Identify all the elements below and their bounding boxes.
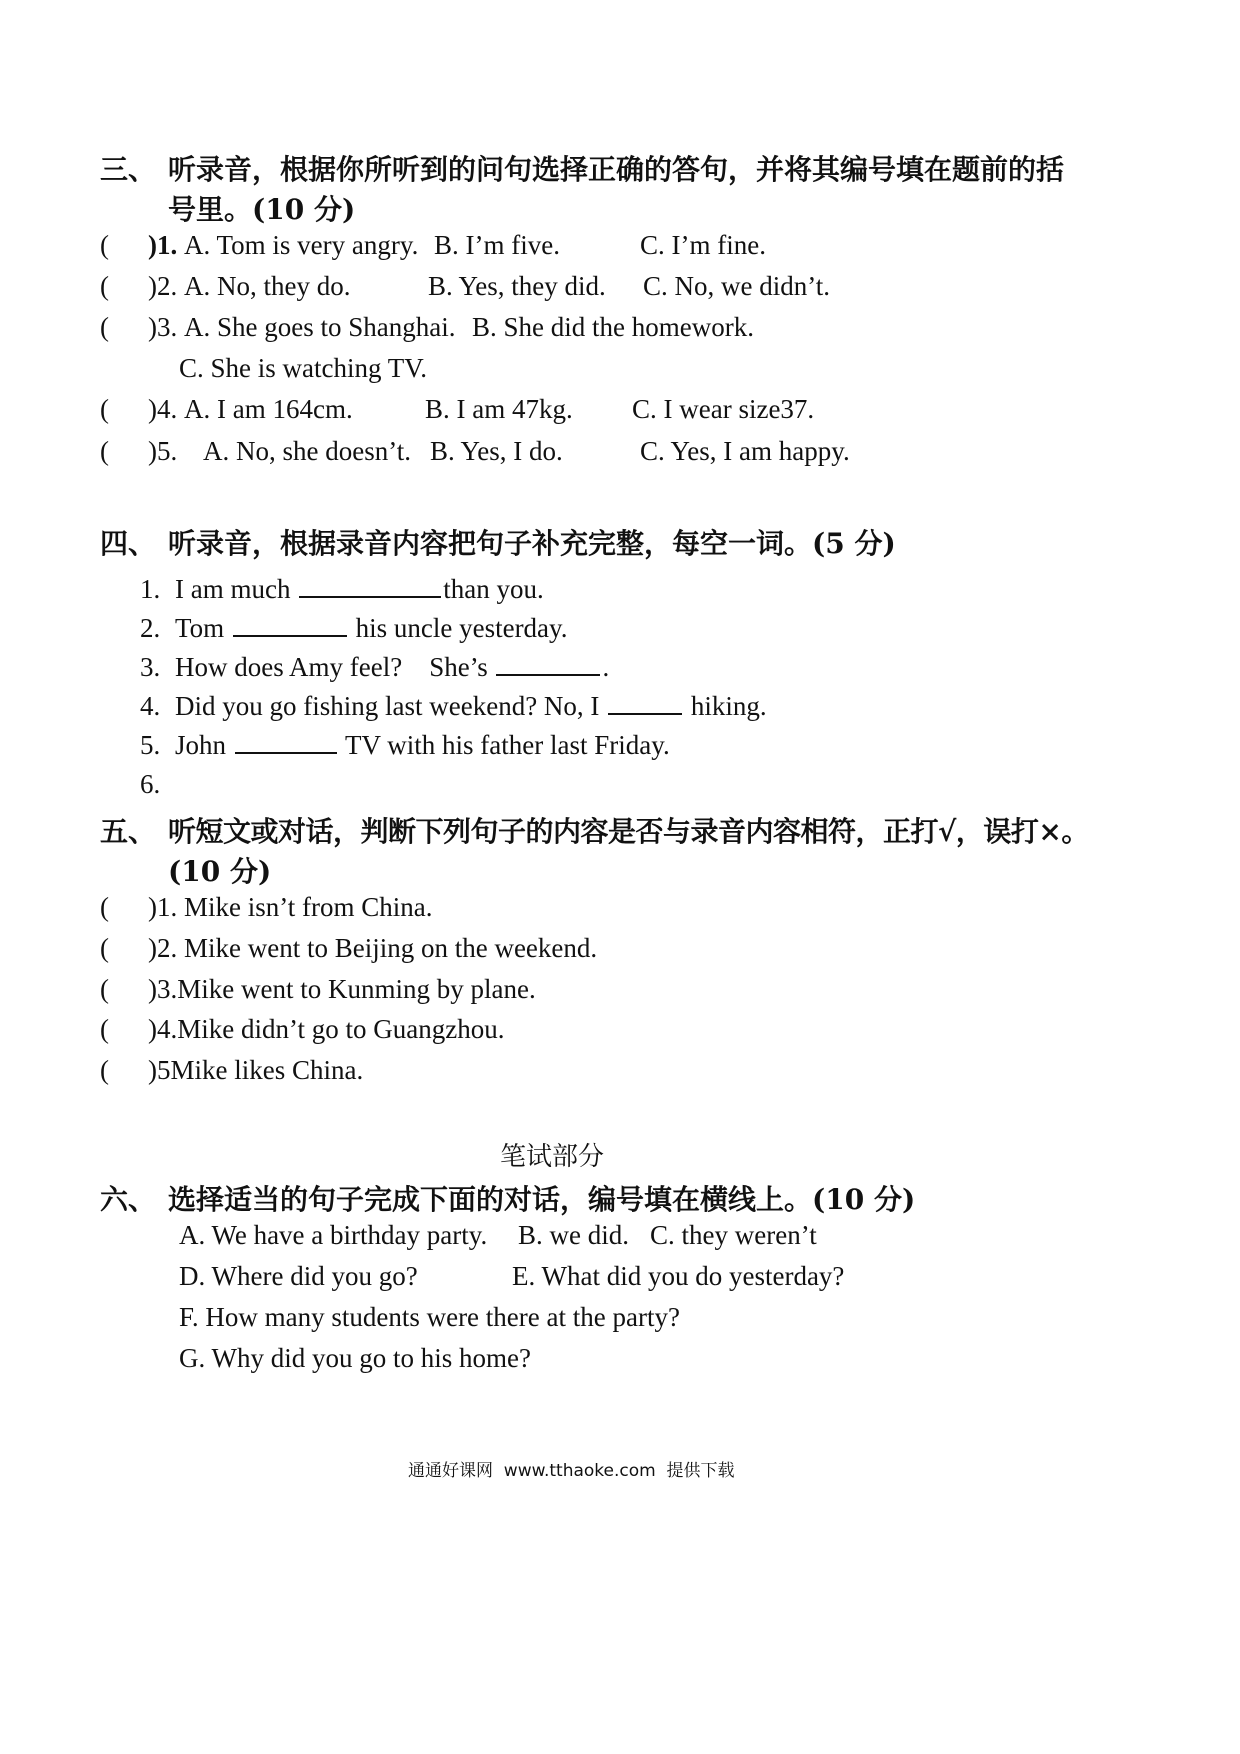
statement: )1. Mike isn’t from China. xyxy=(148,892,433,922)
section-5-instruction: 听短文或对话，判断下列句子的内容是否与录音内容相符，正打√，误打×。 xyxy=(168,815,1089,848)
sentence-start: I am much xyxy=(175,574,291,604)
option-c: C. She is watching TV. xyxy=(179,353,428,383)
option-b: B. we did. xyxy=(518,1220,629,1250)
list-item xyxy=(140,613,568,644)
item-number: 5. xyxy=(140,730,161,760)
option-a: A. No, they do. xyxy=(184,271,351,301)
list-item xyxy=(140,769,160,800)
list-item xyxy=(140,574,544,605)
section-5-instruction-cont: (10 分) xyxy=(168,855,272,888)
option-e: E. What did you do yesterday? xyxy=(512,1261,845,1291)
answer-bracket[interactable]: ( xyxy=(100,436,109,466)
statement: )3.Mike went to Kunming by plane. xyxy=(148,974,536,1004)
section-3-number: 三、 xyxy=(100,153,157,186)
section-3-instruction: 听录音，根据你所听到的问句选择正确的答句，并将其编号填在题前的括 xyxy=(168,153,1065,186)
sentence-start: Tom xyxy=(175,613,225,643)
fill-blank[interactable] xyxy=(233,635,347,637)
written-part-title: 笔试部分 xyxy=(500,1142,605,1172)
statement: )2. Mike went to Beijing on the weekend. xyxy=(148,933,598,963)
list-item xyxy=(140,730,670,761)
option-b: B. I am 47kg. xyxy=(425,394,573,424)
answer-bracket[interactable]: ( xyxy=(100,312,109,342)
item-number: 3. xyxy=(140,652,161,682)
list-item xyxy=(140,652,609,683)
option-a: A. Tom is very angry. xyxy=(184,230,419,260)
question-number: )1. xyxy=(148,230,178,260)
answer-bracket[interactable]: ( xyxy=(100,1014,109,1044)
sentence-start: How does Amy feel? She’s xyxy=(175,652,488,682)
option-c: C. they weren’t xyxy=(650,1220,817,1250)
section-6-instruction: 选择适当的句子完成下面的对话，编号填在横线上。(10 分) xyxy=(168,1183,916,1216)
sentence-end: hiking. xyxy=(690,691,767,721)
section-6-number: 六、 xyxy=(100,1183,157,1216)
option-c: C. I wear size37. xyxy=(632,394,815,424)
option-a: A. I am 164cm. xyxy=(184,394,353,424)
fill-blank[interactable] xyxy=(235,752,337,754)
statement: )4.Mike didn’t go to Guangzhou. xyxy=(148,1014,505,1044)
option-a: A. We have a birthday party. xyxy=(179,1220,488,1250)
sentence-end: than you. xyxy=(443,574,544,604)
option-a: A. She goes to Shanghai. xyxy=(184,312,456,342)
sentence-start: Did you go fishing last weekend? No, I xyxy=(175,691,600,721)
section-3-instruction-cont: 号里。(10 分) xyxy=(168,193,356,226)
answer-bracket[interactable]: ( xyxy=(100,230,109,260)
answer-bracket[interactable]: ( xyxy=(100,394,109,424)
option-b: B. Yes, they did. xyxy=(428,271,606,301)
option-b: B. Yes, I do. xyxy=(430,436,563,466)
item-number: 2. xyxy=(140,613,161,643)
item-number: 1. xyxy=(140,574,161,604)
statement: )5Mike likes China. xyxy=(148,1055,364,1085)
option-b: B. She did the homework. xyxy=(472,312,754,342)
question-number: )5. xyxy=(148,436,178,466)
page-footer: 通通好课网 www.tthaoke.com 提供下载 xyxy=(408,1461,735,1481)
sentence-end: TV with his father last Friday. xyxy=(345,730,670,760)
fill-blank[interactable] xyxy=(608,713,682,715)
answer-bracket[interactable]: ( xyxy=(100,1055,109,1085)
option-f: F. How many students were there at the party? xyxy=(179,1302,680,1332)
sentence-end: . xyxy=(602,652,610,682)
question-number: )2. xyxy=(148,271,178,301)
option-d: D. Where did you go? xyxy=(179,1261,418,1291)
fill-blank[interactable] xyxy=(496,674,600,676)
option-b: B. I’m five. xyxy=(434,230,560,260)
option-g: G. Why did you go to his home? xyxy=(179,1343,531,1373)
option-c: C. I’m fine. xyxy=(640,230,766,260)
sentence-end: his uncle yesterday. xyxy=(355,613,568,643)
item-number: 6. xyxy=(140,769,161,799)
question-number: )4. xyxy=(148,394,178,424)
answer-bracket[interactable]: ( xyxy=(100,974,109,1004)
answer-bracket[interactable]: ( xyxy=(100,892,109,922)
option-c: C. Yes, I am happy. xyxy=(640,436,850,466)
answer-bracket[interactable]: ( xyxy=(100,933,109,963)
list-item xyxy=(140,691,767,722)
section-5-number: 五、 xyxy=(100,815,157,848)
section-4-number: 四、 xyxy=(100,527,157,560)
option-c: C. No, we didn’t. xyxy=(643,271,830,301)
sentence-start: John xyxy=(175,730,227,760)
option-a: A. No, she doesn’t. xyxy=(203,436,411,466)
section-4-instruction: 听录音，根据录音内容把句子补充完整，每空一词。(5 分) xyxy=(168,527,896,560)
answer-bracket[interactable]: ( xyxy=(100,271,109,301)
item-number: 4. xyxy=(140,691,161,721)
fill-blank[interactable] xyxy=(299,596,441,598)
question-number: )3. xyxy=(148,312,178,342)
